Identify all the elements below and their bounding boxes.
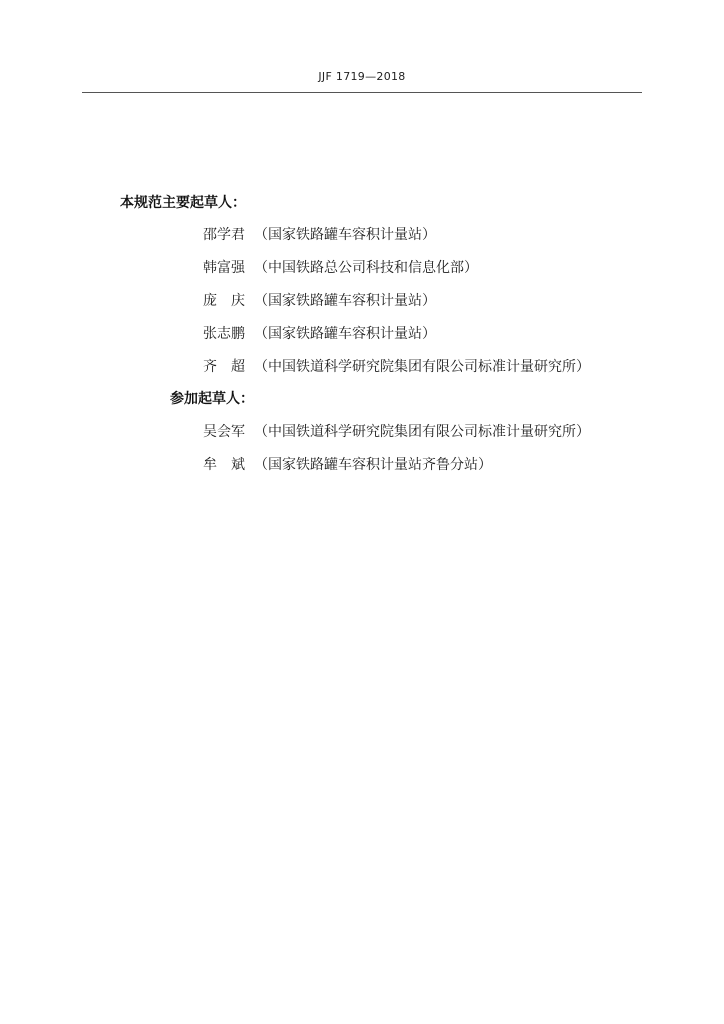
drafter-entry — [203, 422, 590, 442]
drafter-organization: （中国铁道科学研究院集团有限公司标准计量研究所） — [254, 359, 590, 375]
drafter-name: 庞 庆 — [203, 293, 245, 309]
participating-drafters-heading: 参加起草人： — [170, 391, 254, 407]
drafter-organization: （国家铁路罐车容积计量站齐鲁分站） — [254, 457, 492, 473]
drafter-organization: （国家铁路罐车容积计量站） — [254, 227, 436, 243]
drafter-name: 吴会军 — [203, 424, 245, 440]
drafter-name: 张志鹏 — [203, 326, 245, 342]
standard-code: JJF 1719—2018 — [318, 70, 406, 83]
drafter-entry — [203, 357, 590, 377]
drafter-organization: （国家铁路罐车容积计量站） — [254, 293, 436, 309]
drafter-entry — [203, 455, 492, 475]
page-header — [82, 66, 642, 93]
drafter-organization: （国家铁路罐车容积计量站） — [254, 326, 436, 342]
drafter-entry — [203, 291, 436, 311]
drafter-organization: （中国铁路总公司科技和信息化部） — [254, 260, 478, 276]
drafter-name: 韩富强 — [203, 260, 245, 276]
drafter-entry — [203, 225, 436, 245]
drafter-name: 齐 超 — [203, 359, 245, 375]
main-drafters-heading: 本规范主要起草人： — [120, 195, 246, 211]
drafter-entry — [203, 324, 436, 344]
drafter-name: 牟 斌 — [203, 457, 245, 473]
drafter-organization: （中国铁道科学研究院集团有限公司标准计量研究所） — [254, 424, 590, 440]
drafter-name: 邵学君 — [203, 227, 245, 243]
drafter-entry — [203, 258, 478, 278]
